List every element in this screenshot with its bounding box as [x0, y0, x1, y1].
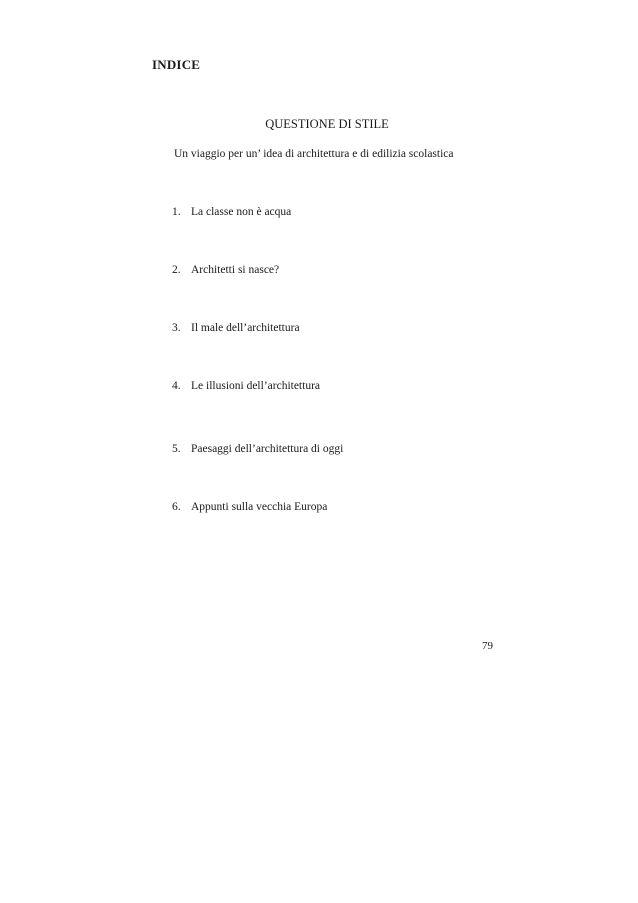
toc-item-text: Paesaggi dell’architettura di oggi — [191, 443, 344, 455]
toc-item — [172, 501, 327, 513]
toc-item-number: 4. — [172, 380, 181, 392]
toc-item — [172, 264, 279, 276]
toc-item-number: 3. — [172, 322, 181, 334]
toc-item-text: Le illusioni dell’architettura — [191, 380, 321, 392]
toc-item-number: 6. — [172, 501, 181, 513]
toc-item-number: 1. — [172, 206, 181, 218]
toc-item — [172, 206, 291, 218]
toc-item — [172, 443, 343, 455]
toc-item — [172, 322, 300, 334]
section-subtitle: Un viaggio per un’ idea di architettura e di edilizia scolastica — [174, 148, 454, 160]
toc-item-number: 2. — [172, 264, 181, 276]
toc-item-text: La classe non è acqua — [191, 206, 292, 218]
toc-item-text: Appunti sulla vecchia Europa — [191, 501, 328, 513]
toc-item-number: 5. — [172, 443, 181, 455]
page-number: 79 — [482, 640, 493, 652]
toc-item-text: Architetti si nasce? — [191, 264, 280, 276]
section-title: QUESTIONE DI STILE — [265, 117, 389, 131]
toc-item — [172, 380, 320, 392]
toc-item-text: Il male dell’architettura — [191, 322, 300, 334]
index-heading: INDICE — [152, 57, 201, 72]
